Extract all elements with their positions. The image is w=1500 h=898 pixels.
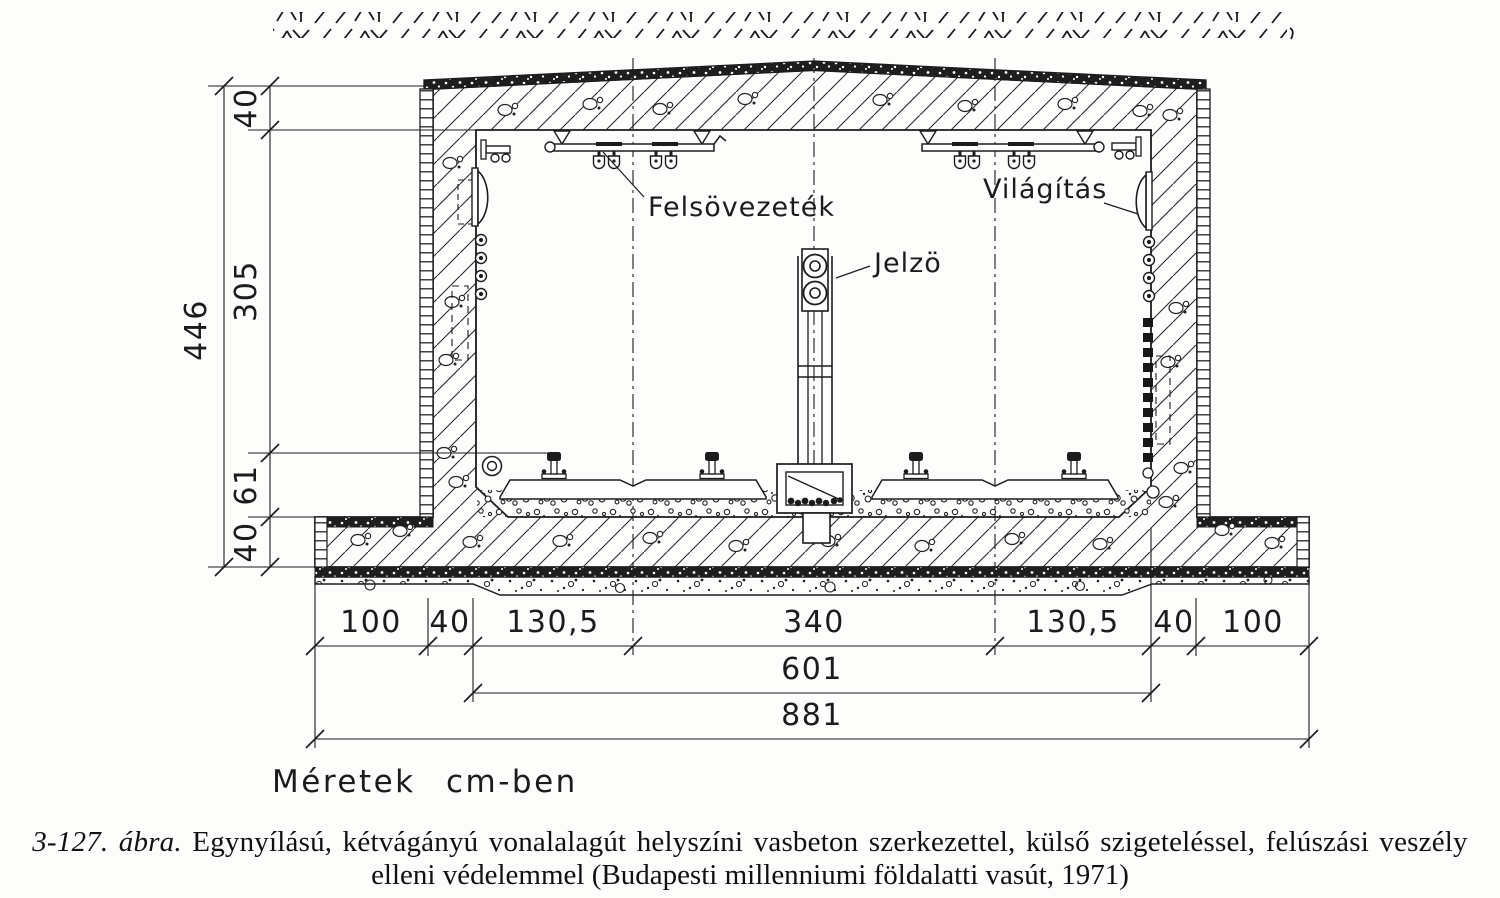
right-footing-waterproofing [1197, 517, 1309, 527]
left-footing-edge-waterproofing [315, 517, 327, 567]
overhead-line-equipment [481, 131, 1141, 169]
caption-line-1: 3-127. ábra. Egynyílású, kétvágányú vonalalagút helyszíni vasbeton szerkezettel, külső szigeteléssel, felúszási veszély [32, 826, 1468, 858]
dim-roof-thickness: 40 [229, 87, 264, 129]
dim-footing-right: 100 [1222, 605, 1284, 640]
base-waterproofing [315, 567, 1309, 577]
overhead-busbar-left [545, 131, 726, 169]
right-wall-waterproofing [1197, 89, 1210, 517]
signal-mast [798, 249, 832, 464]
wall-bracket-right [1112, 137, 1141, 159]
dim-wall-right: 40 [1153, 605, 1195, 640]
wall-bracket-left [481, 140, 510, 162]
units-note: Méretek cm-ben [272, 764, 578, 800]
rail-icon [542, 452, 567, 479]
rail-icon [1062, 452, 1087, 479]
caption-line-2: elleni védelemmel (Budapesti millenniumi földalatti vasút, 1971) [371, 859, 1129, 891]
ground-surface-hatch [273, 12, 1293, 39]
figure-caption [0, 826, 1500, 892]
floor-conduit-rings [483, 457, 502, 476]
signal-head-light [804, 282, 827, 305]
dim-trackbed-height: 61 [229, 464, 264, 506]
dim-wall-to-axis-left: 130,5 [506, 605, 600, 640]
dim-inner-width: 601 [781, 652, 843, 687]
cable-rings-left [476, 235, 487, 300]
right-footing-edge-waterproofing [1297, 517, 1309, 567]
dim-clear-height: 305 [229, 260, 264, 322]
left-footing-waterproofing [315, 517, 433, 527]
dim-wall-left: 40 [429, 605, 471, 640]
rail-icon [700, 452, 725, 479]
label-lighting: Világítás [983, 174, 1108, 205]
component-labels [603, 152, 1138, 279]
lean-concrete-layer [315, 576, 1309, 595]
dim-wall-to-axis-right: 130,5 [1026, 605, 1120, 640]
dim-slab-thickness: 40 [229, 521, 264, 563]
overhead-busbar-right [920, 131, 1104, 169]
label-overhead-line: Felsövezeték [648, 192, 835, 223]
figure-number: 3-127. ábra. [32, 826, 182, 858]
dim-total-height: 446 [179, 299, 214, 361]
dim-footing-left: 100 [340, 605, 402, 640]
dim-track-spacing: 340 [783, 605, 845, 640]
label-signal: Jelzö [874, 248, 942, 279]
dim-total-width: 881 [781, 698, 843, 733]
drain-pipe [803, 513, 830, 543]
signal-head-light [804, 255, 827, 278]
lamp-right [1136, 172, 1152, 230]
rail-icon [904, 452, 929, 479]
